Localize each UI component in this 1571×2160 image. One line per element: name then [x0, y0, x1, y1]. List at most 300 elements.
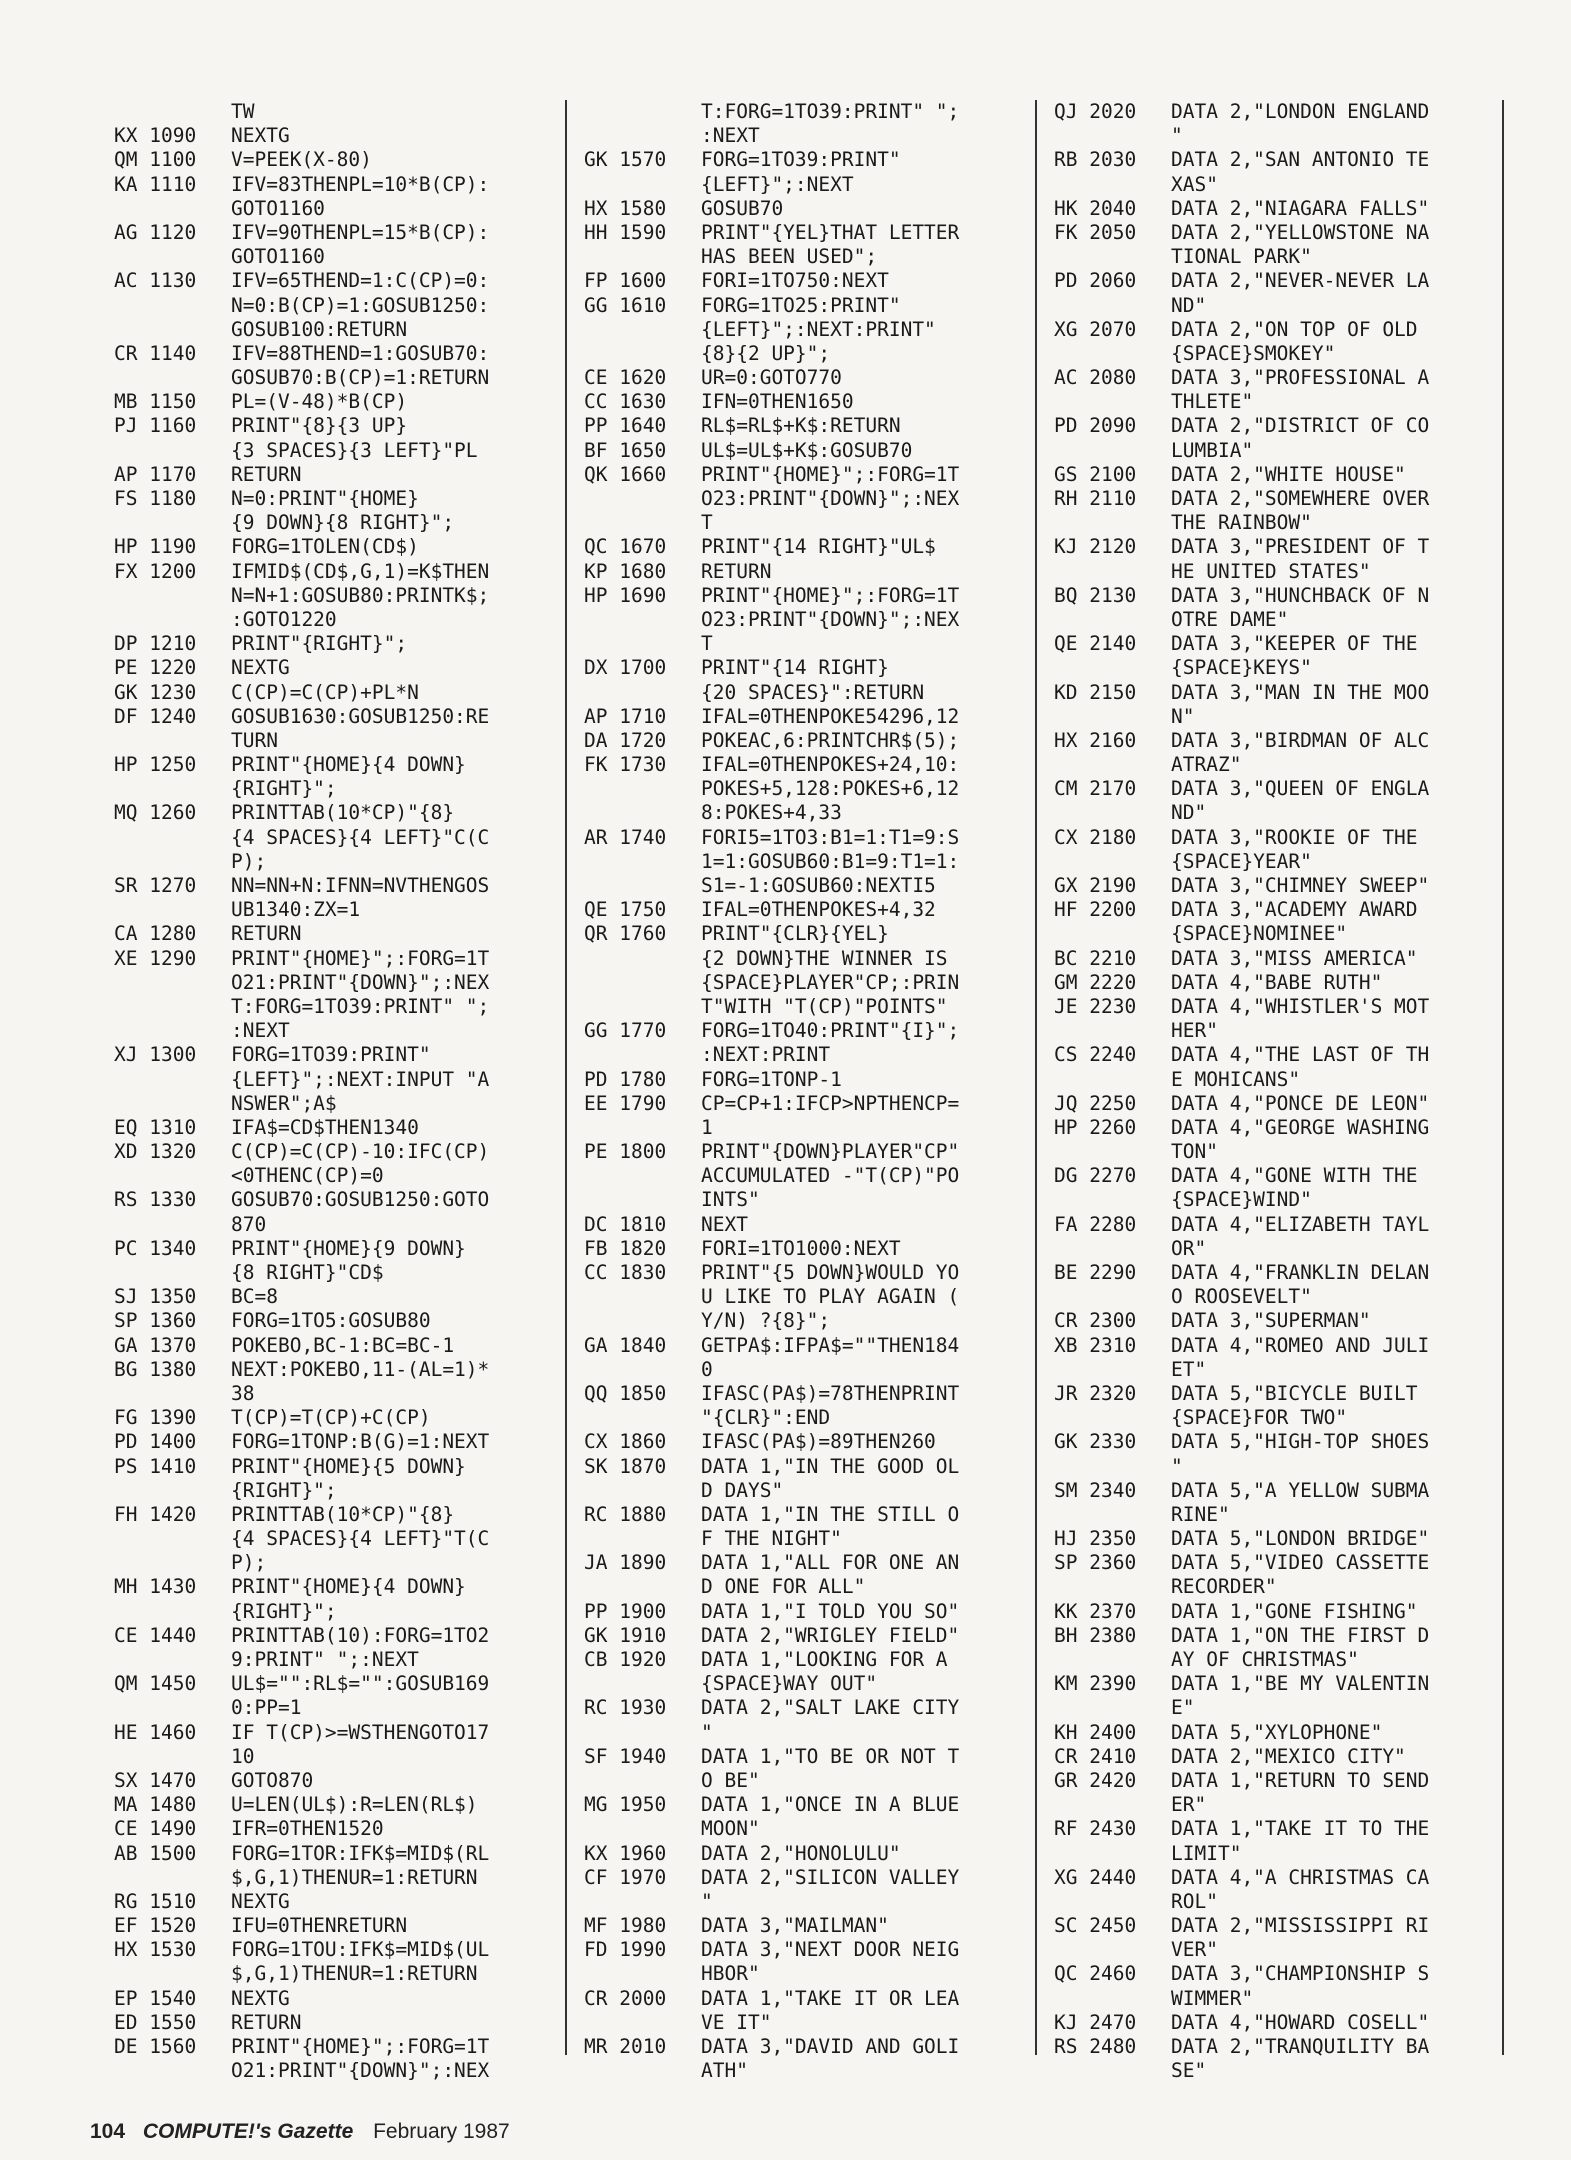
- code-text: GOSUB1630:GOSUB1250:RE: [231, 704, 490, 728]
- code-text: 0: [701, 1357, 713, 1381]
- code-text: OR": [1171, 1236, 1207, 1260]
- code-line: [584, 1648, 959, 1672]
- code-text: UL$=UL$+K$:GOSUB70: [701, 438, 913, 462]
- line-checksum-number: CR 2300: [1054, 1309, 1137, 1333]
- code-text: T(CP)=T(CP)+C(CP): [231, 1406, 431, 1430]
- code-line: [584, 1406, 959, 1430]
- code-line: [584, 801, 959, 825]
- code-text: RETURN: [701, 559, 772, 583]
- code-line: [584, 269, 959, 293]
- code-text: DATA 4,"ELIZABETH TAYL: [1171, 1212, 1430, 1236]
- line-checksum-number: SJ 1350: [114, 1285, 197, 1309]
- code-text: FORG=1TOU:IFK$=MID$(UL: [231, 1938, 490, 1962]
- code-text: DATA 1,"IN THE STILL O: [701, 1502, 960, 1526]
- code-line: [114, 777, 489, 801]
- code-line: [114, 850, 489, 874]
- code-text: $,G,1)THENUR=1:RETURN: [231, 1962, 478, 1986]
- code-line: [114, 1745, 489, 1769]
- code-line: [584, 1213, 959, 1237]
- line-checksum-number: BQ 2130: [1054, 583, 1137, 607]
- code-line: [1054, 1721, 1429, 1745]
- code-line: [1054, 1382, 1429, 1406]
- code-line: [1054, 705, 1429, 729]
- code-text: {SPACE}WIND": [1171, 1188, 1312, 1212]
- line-checksum-number: HE 1460: [114, 1720, 197, 1744]
- code-text: U=LEN(UL$):R=LEN(RL$): [231, 1793, 478, 1817]
- code-line: [114, 1116, 489, 1140]
- line-checksum-number: FB 1820: [584, 1236, 667, 1260]
- code-text: O23:PRINT"{DOWN}";:NEX: [701, 607, 960, 631]
- line-checksum-number: KJ 2470: [1054, 2010, 1137, 2034]
- code-text: DATA 3,"BIRDMAN OF ALC: [1171, 728, 1430, 752]
- code-line: [584, 608, 959, 632]
- line-checksum-number: GS 2100: [1054, 462, 1137, 486]
- line-checksum-number: PJ 1160: [114, 414, 197, 438]
- code-line: [1054, 173, 1429, 197]
- code-text: DATA 5,"LONDON BRIDGE": [1171, 1527, 1430, 1551]
- line-checksum-number: MG 1950: [584, 1793, 667, 1817]
- code-line: [114, 1382, 489, 1406]
- code-line: [114, 439, 489, 463]
- code-line: [1054, 1769, 1429, 1793]
- line-checksum-number: SR 1270: [114, 874, 197, 897]
- code-line: [584, 874, 959, 898]
- line-checksum-number: BH 2380: [1054, 1623, 1137, 1647]
- line-checksum-number: EE 1790: [584, 1091, 667, 1115]
- line-checksum-number: DF 1240: [114, 704, 197, 728]
- code-text: PRINT"{14 RIGHT}"UL$: [701, 535, 936, 559]
- code-text: N=0:B(CP)=1:GOSUB1250:: [231, 293, 490, 317]
- code-line: [584, 197, 959, 221]
- code-text: N=N+1:GOSUB80:PRINTK$;: [231, 583, 490, 607]
- code-text: VE IT": [701, 2010, 772, 2034]
- code-line: [1054, 753, 1429, 777]
- code-line: [584, 729, 959, 753]
- code-text: 8:POKES+4,33: [701, 801, 842, 825]
- code-line: [1054, 584, 1429, 608]
- code-text: IFU=0THENRETURN: [231, 1914, 408, 1938]
- line-checksum-number: CC 1630: [584, 390, 667, 414]
- line-checksum-number: QC 2460: [1054, 1962, 1137, 1986]
- code-line: [114, 1962, 489, 1986]
- line-checksum-number: AG 1120: [114, 220, 197, 244]
- code-text: DATA 3,"CHAMPIONSHIP S: [1171, 1962, 1430, 1986]
- code-line: [584, 1938, 959, 1962]
- line-checksum-number: PP 1900: [584, 1599, 667, 1623]
- code-line: [584, 1914, 959, 1938]
- code-text: FORG=1TONP-1: [701, 1067, 842, 1091]
- code-line: [114, 366, 489, 390]
- code-text: IFAL=0THENPOKE54296,12: [701, 704, 960, 728]
- code-text: TW: [231, 100, 255, 123]
- code-text: {9 DOWN}{8 RIGHT}";: [231, 511, 455, 535]
- code-line: [114, 1696, 489, 1720]
- code-text: PRINT"{HOME}";:FORG=1T: [231, 946, 490, 970]
- line-checksum-number: PD 1780: [584, 1067, 667, 1091]
- code-line: [584, 535, 959, 559]
- line-checksum-number: CE 1620: [584, 366, 667, 390]
- line-checksum-number: DA 1720: [584, 728, 667, 752]
- line-checksum-number: RF 2430: [1054, 1817, 1137, 1841]
- code-text: DATA 3,"HUNCHBACK OF N: [1171, 583, 1430, 607]
- line-checksum-number: CR 2410: [1054, 1744, 1137, 1768]
- code-line: [584, 584, 959, 608]
- code-text: {RIGHT}";: [231, 1478, 337, 1502]
- code-line: [114, 1817, 489, 1841]
- code-line: [114, 584, 489, 608]
- code-line: [1054, 1237, 1429, 1261]
- code-text: ": [1171, 124, 1183, 148]
- code-text: "{CLR}":END: [701, 1406, 831, 1430]
- line-checksum-number: KP 1680: [584, 559, 667, 583]
- code-line: [1054, 995, 1429, 1019]
- code-text: UR=0:GOTO770: [701, 366, 842, 390]
- code-text: {SPACE}KEYS": [1171, 656, 1312, 680]
- code-text: {RIGHT}";: [231, 777, 337, 801]
- code-line: [584, 148, 959, 172]
- code-line: [114, 1890, 489, 1914]
- code-line: [1054, 1261, 1429, 1285]
- line-checksum-number: RH 2110: [1054, 487, 1137, 510]
- code-line: [584, 1237, 959, 1261]
- code-line: [1054, 1043, 1429, 1067]
- line-checksum-number: HJ 2350: [1054, 1527, 1137, 1551]
- code-line: [1054, 608, 1429, 632]
- code-line: [584, 947, 959, 971]
- code-text: {LEFT}";:NEXT: [701, 172, 854, 196]
- code-line: [1054, 1430, 1429, 1454]
- line-checksum-number: FS 1180: [114, 487, 197, 510]
- code-text: ER": [1171, 1793, 1207, 1817]
- code-text: DATA 4,"GEORGE WASHING: [1171, 1115, 1430, 1139]
- code-text: FORG=1TO39:PRINT": [701, 148, 901, 172]
- line-checksum-number: PS 1410: [114, 1454, 197, 1478]
- code-text: DATA 2,"YELLOWSTONE NA: [1171, 220, 1430, 244]
- code-line: [114, 874, 489, 898]
- code-line: [1054, 947, 1429, 971]
- line-checksum-number: XG 2070: [1054, 317, 1137, 341]
- code-line: [584, 2059, 959, 2083]
- code-text: O21:PRINT"{DOWN}";:NEX: [231, 970, 490, 994]
- code-line: [584, 1455, 959, 1479]
- code-line: [1054, 463, 1429, 487]
- line-checksum-number: EQ 1310: [114, 1115, 197, 1139]
- code-text: DATA 4,"PONCE DE LEON": [1171, 1091, 1430, 1115]
- code-line: [114, 1503, 489, 1527]
- code-line: [1054, 1285, 1429, 1309]
- line-checksum-number: GG 1610: [584, 293, 667, 317]
- code-line: [1054, 1188, 1429, 1212]
- code-text: PRINTTAB(10*CP)"{8}: [231, 1502, 455, 1526]
- line-checksum-number: CX 1860: [584, 1430, 667, 1454]
- code-line: [1054, 1503, 1429, 1527]
- line-checksum-number: MR 2010: [584, 2035, 667, 2058]
- code-text: 1: [701, 1115, 713, 1139]
- code-line: [584, 1092, 959, 1116]
- code-line: [114, 656, 489, 680]
- code-text: NSWER";A$: [231, 1091, 337, 1115]
- code-text: DATA 4,"A CHRISTMAS CA: [1171, 1865, 1430, 1889]
- code-line: [584, 1261, 959, 1285]
- code-text: HER": [1171, 1019, 1218, 1043]
- code-text: DATA 4,"GONE WITH THE: [1171, 1164, 1418, 1188]
- code-line: [114, 1455, 489, 1479]
- code-line: [584, 1575, 959, 1599]
- code-text: DATA 2,"LONDON ENGLAND: [1171, 100, 1430, 123]
- line-checksum-number: DX 1700: [584, 656, 667, 680]
- line-checksum-number: QE 1750: [584, 898, 667, 922]
- code-line: [114, 197, 489, 221]
- code-text: O21:PRINT"{DOWN}";:NEX: [231, 2059, 490, 2083]
- magazine-title: COMPUTE!'s Gazette: [142, 2120, 354, 2143]
- line-checksum-number: RS 1330: [114, 1188, 197, 1212]
- line-checksum-number: ED 1550: [114, 2010, 197, 2034]
- code-line: [1054, 1092, 1429, 1116]
- code-line: [584, 245, 959, 269]
- code-text: RINE": [1171, 1502, 1230, 1526]
- line-checksum-number: CR 1140: [114, 341, 197, 365]
- code-text: THLETE": [1171, 390, 1254, 414]
- code-line: [584, 1479, 959, 1503]
- line-checksum-number: CF 1970: [584, 1865, 667, 1889]
- code-text: GOSUB70:GOSUB1250:GOTO: [231, 1188, 490, 1212]
- code-line: [1054, 1842, 1429, 1866]
- line-checksum-number: SM 2340: [1054, 1478, 1137, 1502]
- code-text: FORI=1TO1000:NEXT: [701, 1236, 901, 1260]
- line-checksum-number: XD 1320: [114, 1140, 197, 1164]
- code-line: [114, 1551, 489, 1575]
- code-line: [584, 656, 959, 680]
- code-line: [584, 1672, 959, 1696]
- line-checksum-number: KH 2400: [1054, 1720, 1137, 1744]
- code-line: [1054, 1672, 1429, 1696]
- code-text: FORI5=1TO3:B1=1:T1=9:S: [701, 825, 960, 849]
- code-text: PRINT"{DOWN}PLAYER"CP": [701, 1140, 960, 1164]
- code-line: [1054, 1696, 1429, 1720]
- line-checksum-number: SC 2450: [1054, 1914, 1137, 1938]
- code-line: [114, 1987, 489, 2011]
- code-text: GOSUB100:RETURN: [231, 317, 408, 341]
- code-line: [1054, 1406, 1429, 1430]
- code-line: [584, 1793, 959, 1817]
- code-line: [114, 1479, 489, 1503]
- line-checksum-number: RB 2030: [1054, 148, 1137, 172]
- code-text: 1=1:GOSUB60:B1=9:T1=1:: [701, 849, 960, 873]
- line-checksum-number: FK 2050: [1054, 220, 1137, 244]
- code-line: [584, 100, 959, 124]
- code-line: [114, 1866, 489, 1890]
- code-line: [1054, 245, 1429, 269]
- code-line: [584, 173, 959, 197]
- code-text: O ROOSEVELT": [1171, 1285, 1312, 1309]
- code-text: FORG=1TO39:PRINT": [231, 1043, 431, 1067]
- code-text: IFA$=CD$THEN1340: [231, 1115, 419, 1139]
- code-text: GOTO1160: [231, 245, 325, 269]
- code-line: [584, 1285, 959, 1309]
- code-text: DATA 5,"XYLOPHONE": [1171, 1720, 1383, 1744]
- code-text: DATA 4,"WHISTLER'S MOT: [1171, 994, 1430, 1018]
- code-text: IFAL=0THENPOKES+4,32: [701, 898, 936, 922]
- code-line: [584, 439, 959, 463]
- code-text: FORG=1TOLEN(CD$): [231, 535, 419, 559]
- code-text: UL$="":RL$="":GOSUB169: [231, 1672, 490, 1696]
- code-text: FORG=1TONP:B(G)=1:NEXT: [231, 1430, 490, 1454]
- code-text: NEXTG: [231, 1986, 290, 2010]
- code-text: DATA 2,"ON TOP OF OLD: [1171, 317, 1418, 341]
- code-line: [114, 922, 489, 946]
- line-checksum-number: HP 1190: [114, 535, 197, 559]
- code-text: POKES+5,128:POKES+6,12: [701, 777, 960, 801]
- line-checksum-number: AP 1710: [584, 704, 667, 728]
- code-text: {SPACE}NOMINEE": [1171, 922, 1348, 946]
- code-text: DATA 3,"CHIMNEY SWEEP": [1171, 874, 1430, 897]
- code-line: [1054, 1793, 1429, 1817]
- code-line: [1054, 729, 1429, 753]
- code-text: T: [701, 511, 713, 535]
- code-line: [1054, 1213, 1429, 1237]
- code-line: [584, 922, 959, 946]
- code-text: DATA 1,"LOOKING FOR A: [701, 1648, 948, 1671]
- code-line: [114, 173, 489, 197]
- code-text: PL=(V-48)*B(CP): [231, 390, 408, 414]
- line-checksum-number: AB 1500: [114, 1841, 197, 1865]
- code-line: [1054, 124, 1429, 148]
- code-line: [584, 1962, 959, 1986]
- code-text: HE UNITED STATES": [1171, 559, 1371, 583]
- code-text: DATA 3,"SUPERMAN": [1171, 1309, 1371, 1333]
- line-checksum-number: HX 1580: [584, 196, 667, 220]
- code-line: [1054, 1140, 1429, 1164]
- line-checksum-number: GK 1910: [584, 1623, 667, 1647]
- code-line: [584, 414, 959, 438]
- code-line: [584, 1890, 959, 1914]
- code-line: [114, 801, 489, 825]
- code-line: [1054, 197, 1429, 221]
- code-line: [584, 995, 959, 1019]
- line-checksum-number: GR 2420: [1054, 1768, 1137, 1792]
- code-text: <0THENC(CP)=0: [231, 1164, 384, 1188]
- line-checksum-number: AP 1170: [114, 462, 197, 486]
- code-text: INTS": [701, 1188, 760, 1212]
- line-checksum-number: BF 1650: [584, 438, 667, 462]
- code-line: [114, 1793, 489, 1817]
- code-text: PRINT"{HOME}{5 DOWN}: [231, 1454, 466, 1478]
- line-checksum-number: KD 2150: [1054, 680, 1137, 704]
- line-checksum-number: QR 1760: [584, 922, 667, 946]
- line-checksum-number: BC 2210: [1054, 946, 1137, 970]
- code-text: T:FORG=1TO39:PRINT" ";: [231, 994, 490, 1018]
- code-text: DATA 4,"BABE RUTH": [1171, 970, 1383, 994]
- code-line: [1054, 1527, 1429, 1551]
- code-line: [1054, 1479, 1429, 1503]
- code-text: ": [1171, 1454, 1183, 1478]
- code-line: [114, 560, 489, 584]
- code-line: [584, 1745, 959, 1769]
- listing-column-3: [1054, 100, 1429, 2083]
- code-line: [1054, 1987, 1429, 2011]
- code-text: Y/N) ?{8}";: [701, 1309, 831, 1333]
- code-line: [1054, 1962, 1429, 1986]
- code-text: {2 DOWN}THE WINNER IS: [701, 946, 948, 970]
- line-checksum-number: GA 1370: [114, 1333, 197, 1357]
- code-text: IFR=0THEN1520: [231, 1817, 384, 1841]
- code-line: [114, 1237, 489, 1261]
- code-text: {8}{2 UP}";: [701, 341, 831, 365]
- line-checksum-number: QM 1450: [114, 1672, 197, 1696]
- code-text: {SPACE}YEAR": [1171, 849, 1312, 873]
- code-line: [584, 1527, 959, 1551]
- code-text: {8 RIGHT}"CD$: [231, 1261, 384, 1284]
- code-text: NN=NN+N:IFNN=NVTHENGOS: [231, 874, 490, 897]
- code-text: WIMMER": [1171, 1986, 1254, 2010]
- code-line: [1054, 342, 1429, 366]
- line-checksum-number: JA 1890: [584, 1551, 667, 1575]
- code-line: [584, 294, 959, 318]
- code-line: [114, 318, 489, 342]
- code-line: [114, 826, 489, 850]
- code-text: DATA 4,"THE LAST OF TH: [1171, 1043, 1430, 1067]
- line-checksum-number: JE 2230: [1054, 994, 1137, 1018]
- code-line: [1054, 221, 1429, 245]
- code-line: [1054, 487, 1429, 511]
- code-text: P);: [231, 849, 267, 873]
- line-checksum-number: CR 2000: [584, 1986, 667, 2010]
- code-text: DATA 4,"FRANKLIN DELAN: [1171, 1261, 1430, 1284]
- code-line: [1054, 439, 1429, 463]
- code-text: AY OF CHRISTMAS": [1171, 1648, 1359, 1671]
- code-text: DATA 4,"HOWARD COSELL": [1171, 2010, 1430, 2034]
- issue-date: February 1987: [373, 2120, 510, 2143]
- code-text: E MOHICANS": [1171, 1067, 1301, 1091]
- code-text: ND": [1171, 293, 1207, 317]
- code-line: [1054, 1019, 1429, 1043]
- line-checksum-number: BG 1380: [114, 1357, 197, 1381]
- code-line: [1054, 148, 1429, 172]
- code-text: PRINT"{5 DOWN}WOULD YO: [701, 1261, 960, 1284]
- code-line: [1054, 632, 1429, 656]
- code-text: DATA 1,"ONCE IN A BLUE: [701, 1793, 960, 1817]
- code-text: RL$=RL$+K$:RETURN: [701, 414, 901, 438]
- code-text: DATA 2,"WRIGLEY FIELD": [701, 1623, 960, 1647]
- code-text: BC=8: [231, 1285, 278, 1309]
- code-line: [584, 705, 959, 729]
- line-checksum-number: CC 1830: [584, 1261, 667, 1284]
- code-text: DATA 2,"MEXICO CITY": [1171, 1744, 1406, 1768]
- code-text: RETURN: [231, 922, 302, 946]
- line-checksum-number: HX 2160: [1054, 728, 1137, 752]
- code-text: NEXTG: [231, 124, 290, 148]
- code-text: PRINT"{14 RIGHT}: [701, 656, 889, 680]
- code-text: NEXTG: [231, 656, 290, 680]
- code-text: PRINT"{CLR}{YEL}: [701, 922, 889, 946]
- code-line: [114, 1938, 489, 1962]
- code-line: [584, 1503, 959, 1527]
- code-text: 870: [231, 1212, 267, 1236]
- line-checksum-number: KM 2390: [1054, 1672, 1137, 1696]
- line-checksum-number: PD 1400: [114, 1430, 197, 1454]
- code-text: N=0:PRINT"{HOME}: [231, 487, 419, 510]
- code-line: [114, 100, 489, 124]
- code-text: DATA 3,"QUEEN OF ENGLA: [1171, 777, 1430, 801]
- line-checksum-number: GM 2220: [1054, 970, 1137, 994]
- code-text: PRINT"{HOME}{4 DOWN}: [231, 1575, 466, 1599]
- line-checksum-number: MQ 1260: [114, 801, 197, 825]
- code-line: [584, 1140, 959, 1164]
- code-line: [114, 463, 489, 487]
- code-line: [1054, 1817, 1429, 1841]
- code-text: NEXTG: [231, 1889, 290, 1913]
- code-text: OTRE DAME": [1171, 607, 1289, 631]
